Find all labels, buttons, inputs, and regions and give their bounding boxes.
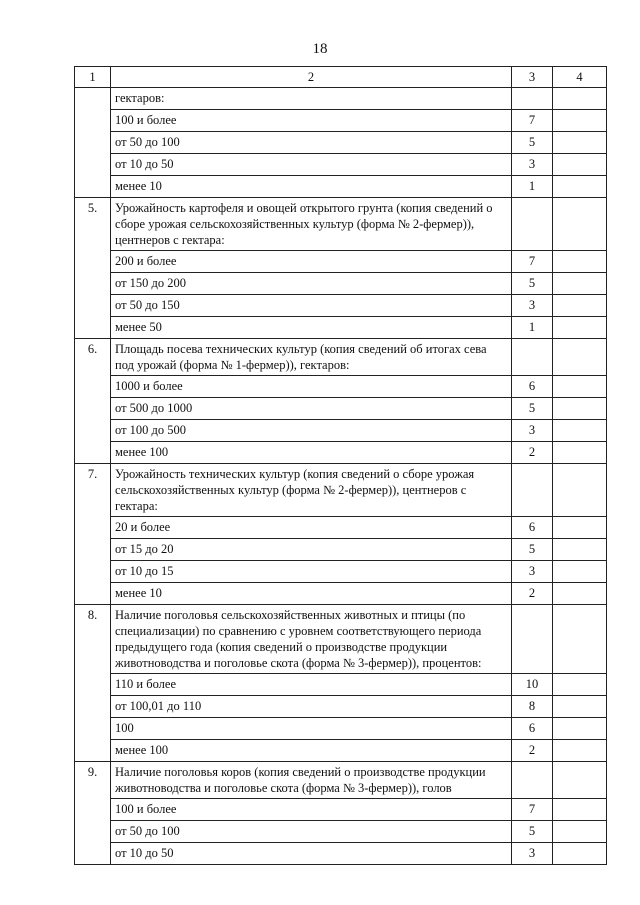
option-label: 1000 и более [111, 376, 512, 398]
option-points [553, 583, 607, 605]
option-row [75, 561, 607, 583]
option-points [553, 718, 607, 740]
item-points [553, 464, 607, 517]
option-row [75, 740, 607, 762]
item-title: Урожайность технических культур (копия сведений о сборе урожая сельскохозяйственных культур (форма № 2-фермер)), центнеров с гектара: [111, 464, 512, 517]
item-points [553, 198, 607, 251]
option-score: 7 [512, 110, 553, 132]
option-row [75, 799, 607, 821]
header-col-1: 1 [75, 67, 111, 88]
option-label: менее 50 [111, 317, 512, 339]
item-number: 5. [75, 198, 111, 339]
option-points [553, 176, 607, 198]
option-label: 100 и более [111, 110, 512, 132]
option-points [553, 154, 607, 176]
option-points [553, 740, 607, 762]
option-score: 2 [512, 583, 553, 605]
option-points [553, 251, 607, 273]
option-label: 20 и более [111, 517, 512, 539]
option-score: 5 [512, 398, 553, 420]
option-points [553, 821, 607, 843]
option-row [75, 295, 607, 317]
criteria-table [74, 66, 607, 865]
option-label: 100 [111, 718, 512, 740]
page-number: 18 [312, 41, 328, 57]
option-points [553, 517, 607, 539]
option-points [553, 273, 607, 295]
item-score [512, 88, 553, 110]
item-number [75, 88, 111, 198]
option-points [553, 539, 607, 561]
item-points [553, 88, 607, 110]
option-points [553, 843, 607, 865]
option-points [553, 376, 607, 398]
option-score: 7 [512, 251, 553, 273]
option-points [553, 442, 607, 464]
option-row [75, 251, 607, 273]
option-label: 110 и более [111, 674, 512, 696]
header-col-4: 4 [553, 67, 607, 88]
option-label: от 100,01 до 110 [111, 696, 512, 718]
option-row [75, 317, 607, 339]
option-label: 200 и более [111, 251, 512, 273]
item-title-row [75, 198, 607, 251]
option-label: от 50 до 100 [111, 132, 512, 154]
option-score: 6 [512, 718, 553, 740]
option-label: от 10 до 50 [111, 154, 512, 176]
item-score [512, 339, 553, 376]
item-title: Наличие поголовья коров (копия сведений о производстве продукции животноводства и поголовье скота (форма № 3-фермер)), голов [111, 762, 512, 799]
option-row [75, 821, 607, 843]
option-score: 8 [512, 696, 553, 718]
option-row [75, 376, 607, 398]
option-row [75, 583, 607, 605]
option-score: 1 [512, 317, 553, 339]
option-label: от 50 до 100 [111, 821, 512, 843]
option-label: менее 100 [111, 442, 512, 464]
option-row [75, 110, 607, 132]
option-points [553, 420, 607, 442]
option-label: 100 и более [111, 799, 512, 821]
option-score: 1 [512, 176, 553, 198]
option-score: 3 [512, 154, 553, 176]
option-score: 5 [512, 132, 553, 154]
option-label: от 15 до 20 [111, 539, 512, 561]
option-row [75, 154, 607, 176]
item-points [553, 605, 607, 674]
option-points [553, 799, 607, 821]
item-number: 7. [75, 464, 111, 605]
option-score: 5 [512, 821, 553, 843]
option-row [75, 539, 607, 561]
header-col-3: 3 [512, 67, 553, 88]
option-points [553, 561, 607, 583]
option-points [553, 110, 607, 132]
item-score [512, 464, 553, 517]
item-title: гектаров: [111, 88, 512, 110]
item-title-row [75, 88, 607, 110]
option-row [75, 398, 607, 420]
option-row [75, 718, 607, 740]
item-title-row [75, 762, 607, 799]
option-points [553, 696, 607, 718]
option-points [553, 317, 607, 339]
option-score: 6 [512, 376, 553, 398]
item-title: Площадь посева технических культур (копия сведений об итогах сева под урожай (форма № 1-фермер)), гектаров: [111, 339, 512, 376]
option-row [75, 843, 607, 865]
option-row [75, 517, 607, 539]
option-score: 5 [512, 539, 553, 561]
table-header-row [75, 67, 607, 88]
option-row [75, 176, 607, 198]
option-label: от 10 до 15 [111, 561, 512, 583]
option-label: менее 10 [111, 176, 512, 198]
item-number: 9. [75, 762, 111, 865]
option-label: менее 10 [111, 583, 512, 605]
item-score [512, 198, 553, 251]
header-col-2: 2 [111, 67, 512, 88]
option-score: 3 [512, 561, 553, 583]
option-label: от 100 до 500 [111, 420, 512, 442]
option-points [553, 132, 607, 154]
item-points [553, 762, 607, 799]
option-row [75, 273, 607, 295]
option-score: 3 [512, 420, 553, 442]
option-points [553, 398, 607, 420]
option-row [75, 442, 607, 464]
option-label: от 10 до 50 [111, 843, 512, 865]
option-score: 7 [512, 799, 553, 821]
option-row [75, 696, 607, 718]
option-score: 10 [512, 674, 553, 696]
option-label: менее 100 [111, 740, 512, 762]
item-points [553, 339, 607, 376]
option-score: 3 [512, 295, 553, 317]
option-row [75, 674, 607, 696]
item-number: 8. [75, 605, 111, 762]
item-score [512, 605, 553, 674]
item-title-row [75, 339, 607, 376]
option-label: от 50 до 150 [111, 295, 512, 317]
option-score: 2 [512, 740, 553, 762]
item-score [512, 762, 553, 799]
item-title-row [75, 464, 607, 517]
item-number: 6. [75, 339, 111, 464]
option-label: от 150 до 200 [111, 273, 512, 295]
option-row [75, 132, 607, 154]
option-score: 6 [512, 517, 553, 539]
item-title-row [75, 605, 607, 674]
option-points [553, 674, 607, 696]
item-title: Наличие поголовья сельскохозяйственных животных и птицы (по специализации) по сравнению с уровнем соответствующего периода предыдущего года (копия сведений о производстве продукции животноводства и поголовье скота (форма № 3-фермер)), процентов: [111, 605, 512, 674]
option-score: 5 [512, 273, 553, 295]
item-title: Урожайность картофеля и овощей открытого грунта (копия сведений о сборе урожая сельскохозяйственных культур (форма № 2-фермер)), центнеров с гектара: [111, 198, 512, 251]
option-label: от 500 до 1000 [111, 398, 512, 420]
option-row [75, 420, 607, 442]
option-points [553, 295, 607, 317]
option-score: 3 [512, 843, 553, 865]
option-score: 2 [512, 442, 553, 464]
